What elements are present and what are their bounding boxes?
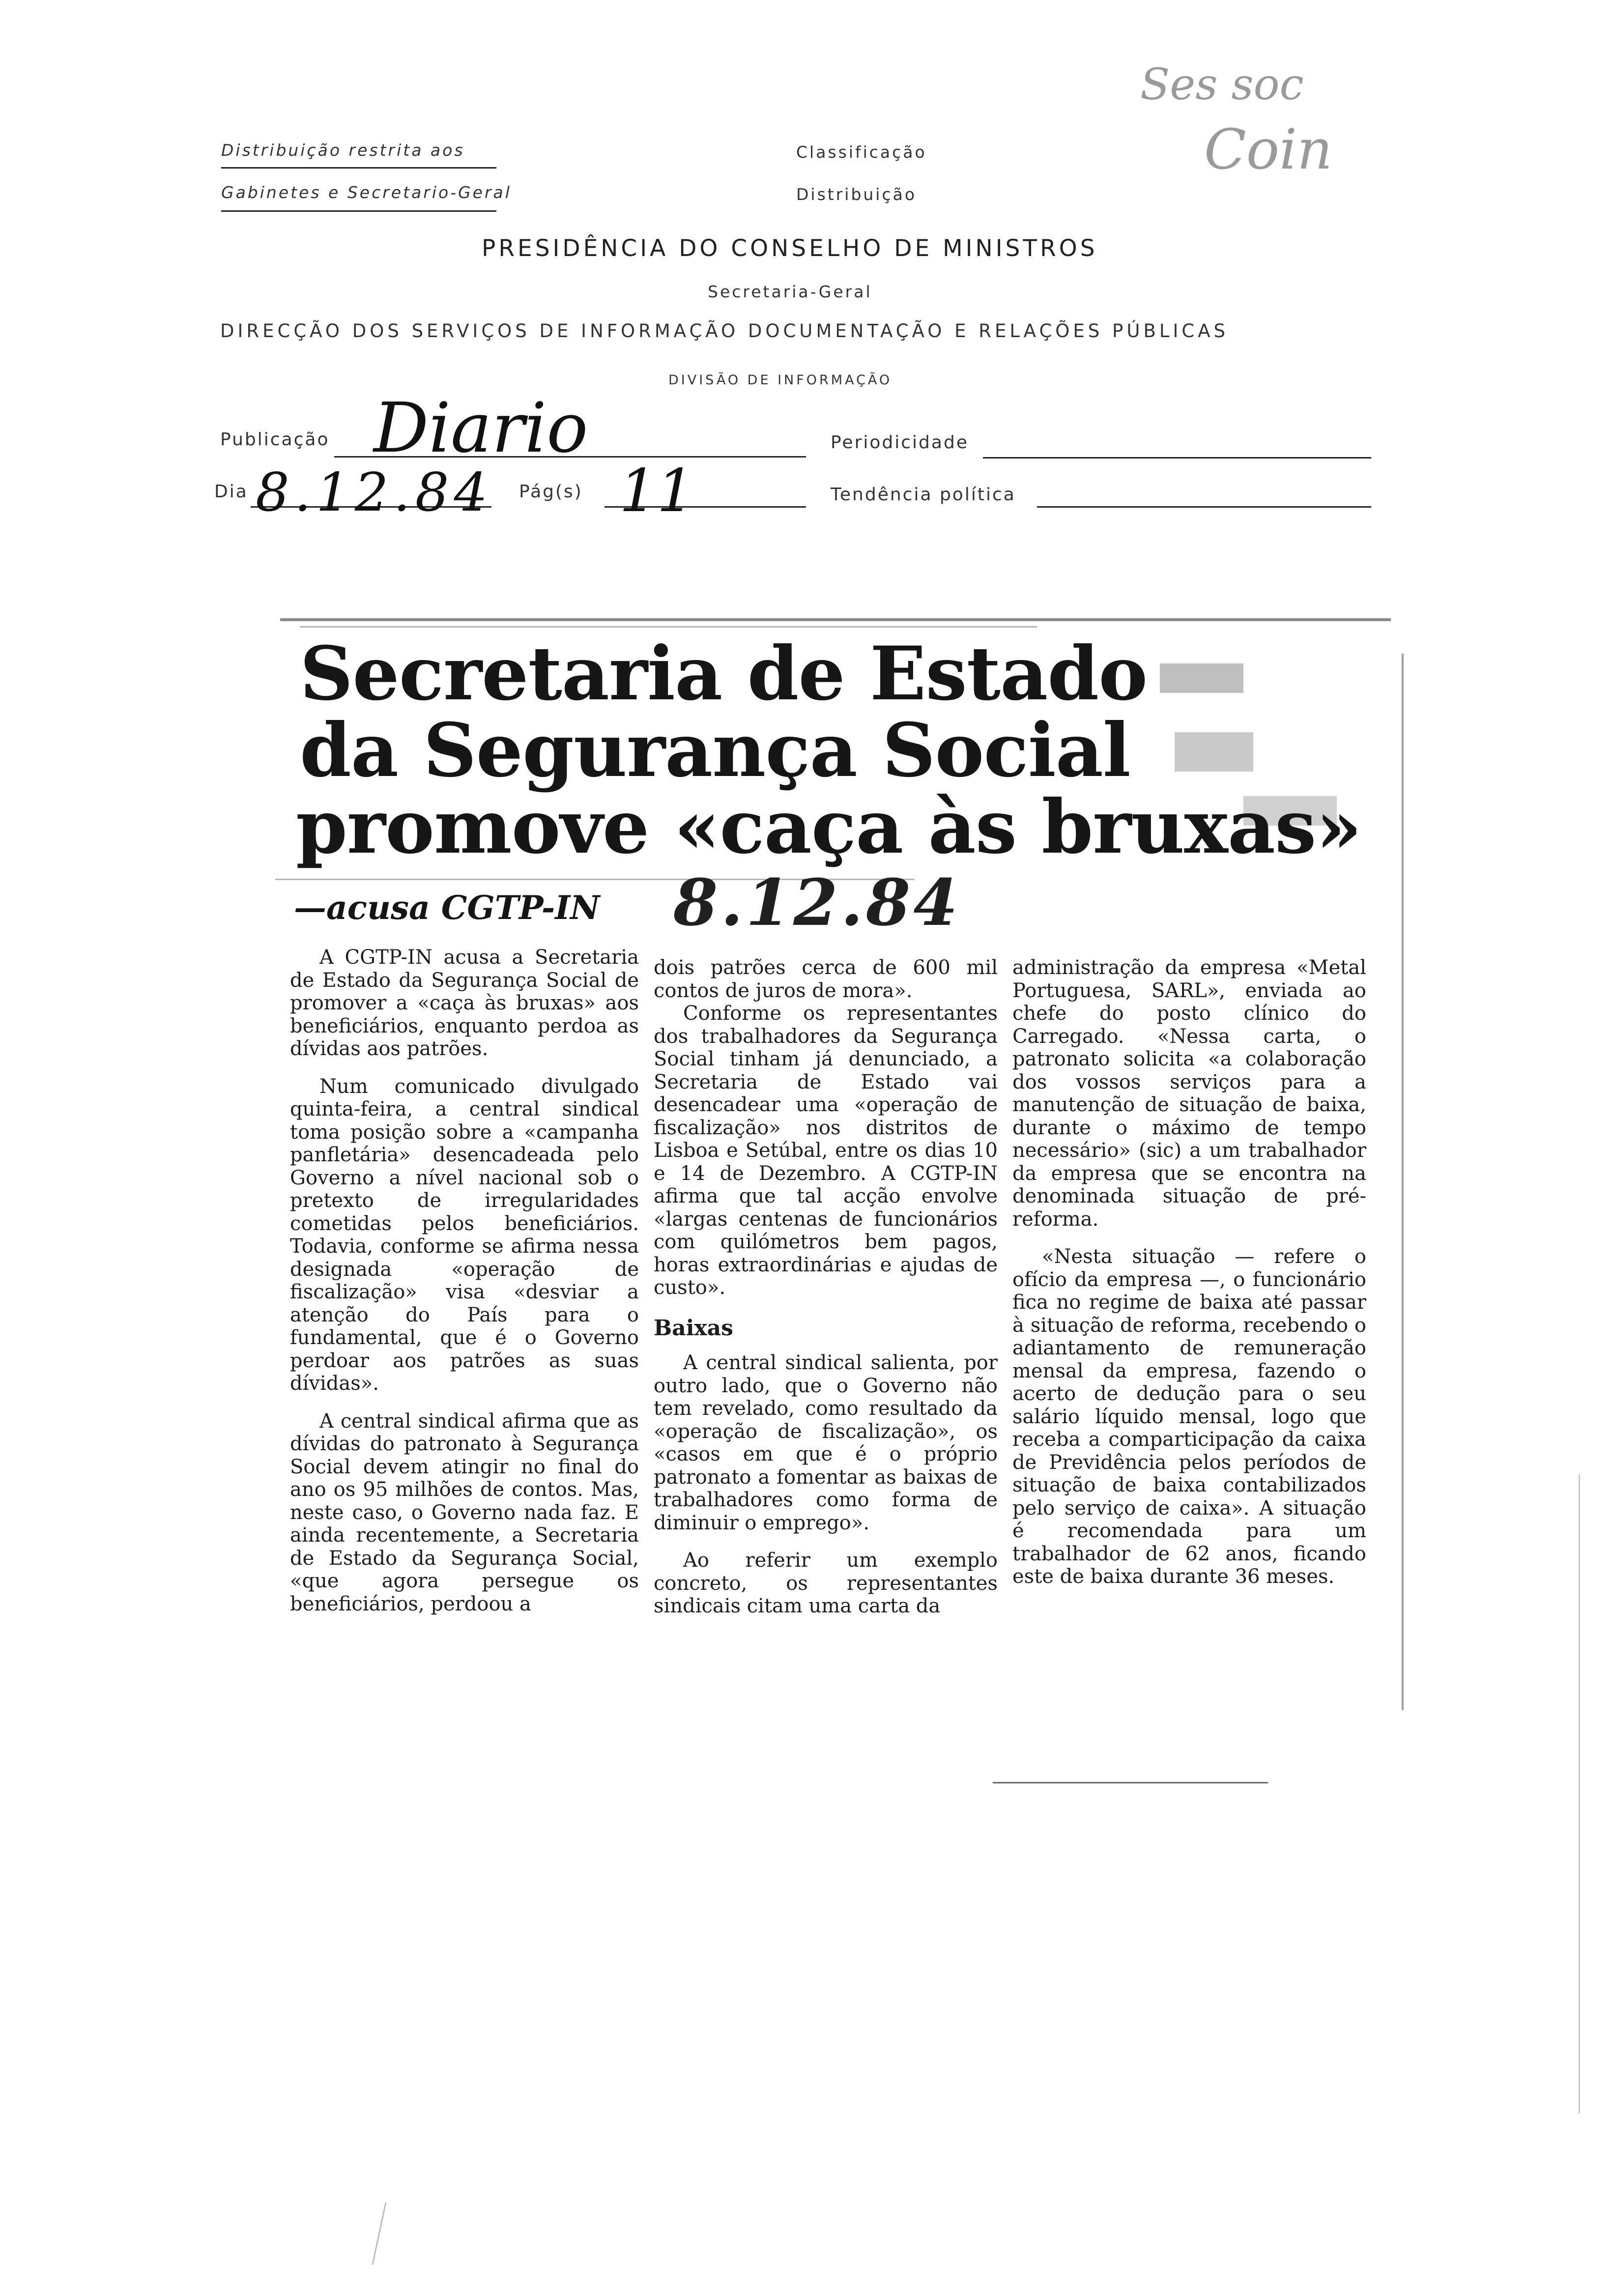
clipping-bottom-rule xyxy=(993,1782,1268,1783)
article-column-2 xyxy=(654,956,998,1618)
page-subtitle: Secretaria-Geral xyxy=(708,282,872,301)
col2-paragraph-2: Conforme os representantes dos trabalhadores da Segurança Social tinham já denunciado, a Secretaria de Estado vai desencadear uma «operação de fiscalização» nos distritos de Lisboa e Setúbal, entre os dias 10 e 14 de Dezembro. A CGTP-IN afirma que tal acção envolve «largas centenas de funcionários com quilómetros bem pagos, horas extraordinárias e ajudas de custo». xyxy=(654,1002,998,1299)
scan-mark-bottom-left xyxy=(372,2202,387,2265)
classification-label: Classificação xyxy=(796,143,927,162)
distribution-rule-1 xyxy=(221,167,496,169)
headline-line2: da Segurança Social xyxy=(300,707,1130,794)
col2-paragraph-4: Ao referir um exemplo concreto, os representantes sindicais citam uma carta da xyxy=(654,1549,998,1617)
distribution-label: Distribuição xyxy=(796,185,917,204)
publication-label: Publicação xyxy=(220,430,330,450)
publication-value: Diario xyxy=(374,388,588,468)
day-label: Dia xyxy=(214,482,248,502)
col1-paragraph-1: A CGTP-IN acusa a Secretaria de Estado da Segurança Social de promover a «caça às bruxas» aos beneficiários, enquanto perdoa as dívidas aos patrões. xyxy=(290,946,639,1060)
headline-side-noise-2 xyxy=(1175,732,1253,772)
day-value: 8.12.84 xyxy=(256,462,493,523)
col2-subheading: Baixas xyxy=(654,1315,733,1341)
headline-line1: Secretaria de Estado xyxy=(300,631,1148,717)
article-column-3 xyxy=(1012,956,1366,1588)
distribution-line1: Distribuição restrita aos xyxy=(221,141,465,160)
clipping-top-edge-2 xyxy=(300,626,1037,628)
page-title: PRESIDÊNCIA DO CONSELHO DE MINISTROS xyxy=(482,235,1098,262)
distribution-line2: Gabinetes e Secretario-Geral xyxy=(221,183,512,202)
handwritten-date: 8.12.84 xyxy=(673,865,961,940)
col1-paragraph-2: Num comunicado divulgado quinta-feira, a central sindical toma posição sobre a «campanha panfletária» desencadeada pelo Governo a nível nacional sob o pretexto de irregularidades cometidas pelos beneficiários. Todavia, conforme se afirma nessa designada «operação de fiscalização» visa «desviar a atenção do País para o fundamental, que é o Governo perdoar aos patrões as suas dívidas». xyxy=(290,1075,639,1395)
col2-paragraph-1: dois patrões cerca de 600 mil contos de juros de mora». xyxy=(654,956,998,1002)
periodicity-label: Periodicidade xyxy=(831,432,969,453)
article-column-1 xyxy=(290,946,639,1615)
pages-label: Pág(s) xyxy=(519,482,583,502)
tendency-label: Tendência política xyxy=(831,485,1016,505)
scan-mark-bottom-right xyxy=(1579,1474,1580,2113)
distribution-rule-2 xyxy=(221,210,496,212)
headline-side-noise xyxy=(1160,663,1243,693)
col3-paragraph-1: administração da empresa «Metal Portuguesa, SARL», enviada ao chefe do posto clínico do Carregado. «Nessa carta, o patronato solicita «a colaboração dos vossos serviços para a manutenção de situação de baixa, durante o máximo de tempo necessário» (sic) a um trabalhador da empresa que se encontra na denominada situação de pré-reforma. xyxy=(1012,956,1366,1231)
article-subhead: —acusa CGTP-IN xyxy=(294,889,600,927)
handwritten-annotation xyxy=(1130,59,1524,187)
direction-line: DIRECÇÃO DOS SERVIÇOS DE INFORMAÇÃO DOCUMENTAÇÃO E RELAÇÕES PÚBLICAS xyxy=(220,320,1229,342)
headline-line3: promove «caça às bruxas» xyxy=(296,784,1362,870)
col2-paragraph-3: A central sindical salienta, por outro lado, que o Governo não tem revelado, como resultado da «operação de fiscalização», os «casos em que é o próprio patronato a fomentar as baixas de trabalhadores como forma de diminuir o emprego». xyxy=(654,1351,998,1534)
division-line: DIVISÃO DE INFORMAÇÃO xyxy=(668,373,892,388)
clipping-right-edge xyxy=(1402,654,1404,1710)
col1-paragraph-3: A central sindical afirma que as dívidas do patronato à Segurança Social devem atingir no final do ano os 95 milhões de contos. Mas, neste caso, o Governo nada faz. E ainda recentemente, a Secretaria de Estado da Segurança Social, «que agora persegue os beneficiários, perdoou a xyxy=(290,1409,639,1615)
periodicity-rule xyxy=(983,457,1371,459)
newspaper-clipping xyxy=(270,609,1410,1769)
col3-paragraph-2: «Nesta situação — refere o ofício da empresa —, o funcionário fica no regime de baixa até passar à situação de reforma, recebendo o adiantamento de remuneração mensal da empresa, fazendo o acerto de dedução para o seu salário líquido mensal, logo que receba a comparticipação da caixa de Previdência pelos períodos de situação de baixa contabilizados pelo serviço de caixa». A situação é recomendada para um trabalhador de 62 anos, ficando este de baixa durante 36 meses. xyxy=(1012,1245,1366,1588)
clipping-top-edge xyxy=(280,618,1391,621)
tendency-rule xyxy=(1037,506,1371,508)
annotation-line2: Coin xyxy=(1204,118,1333,182)
pages-value: 11 xyxy=(619,457,694,525)
annotation-line1: Ses soc xyxy=(1140,59,1304,110)
